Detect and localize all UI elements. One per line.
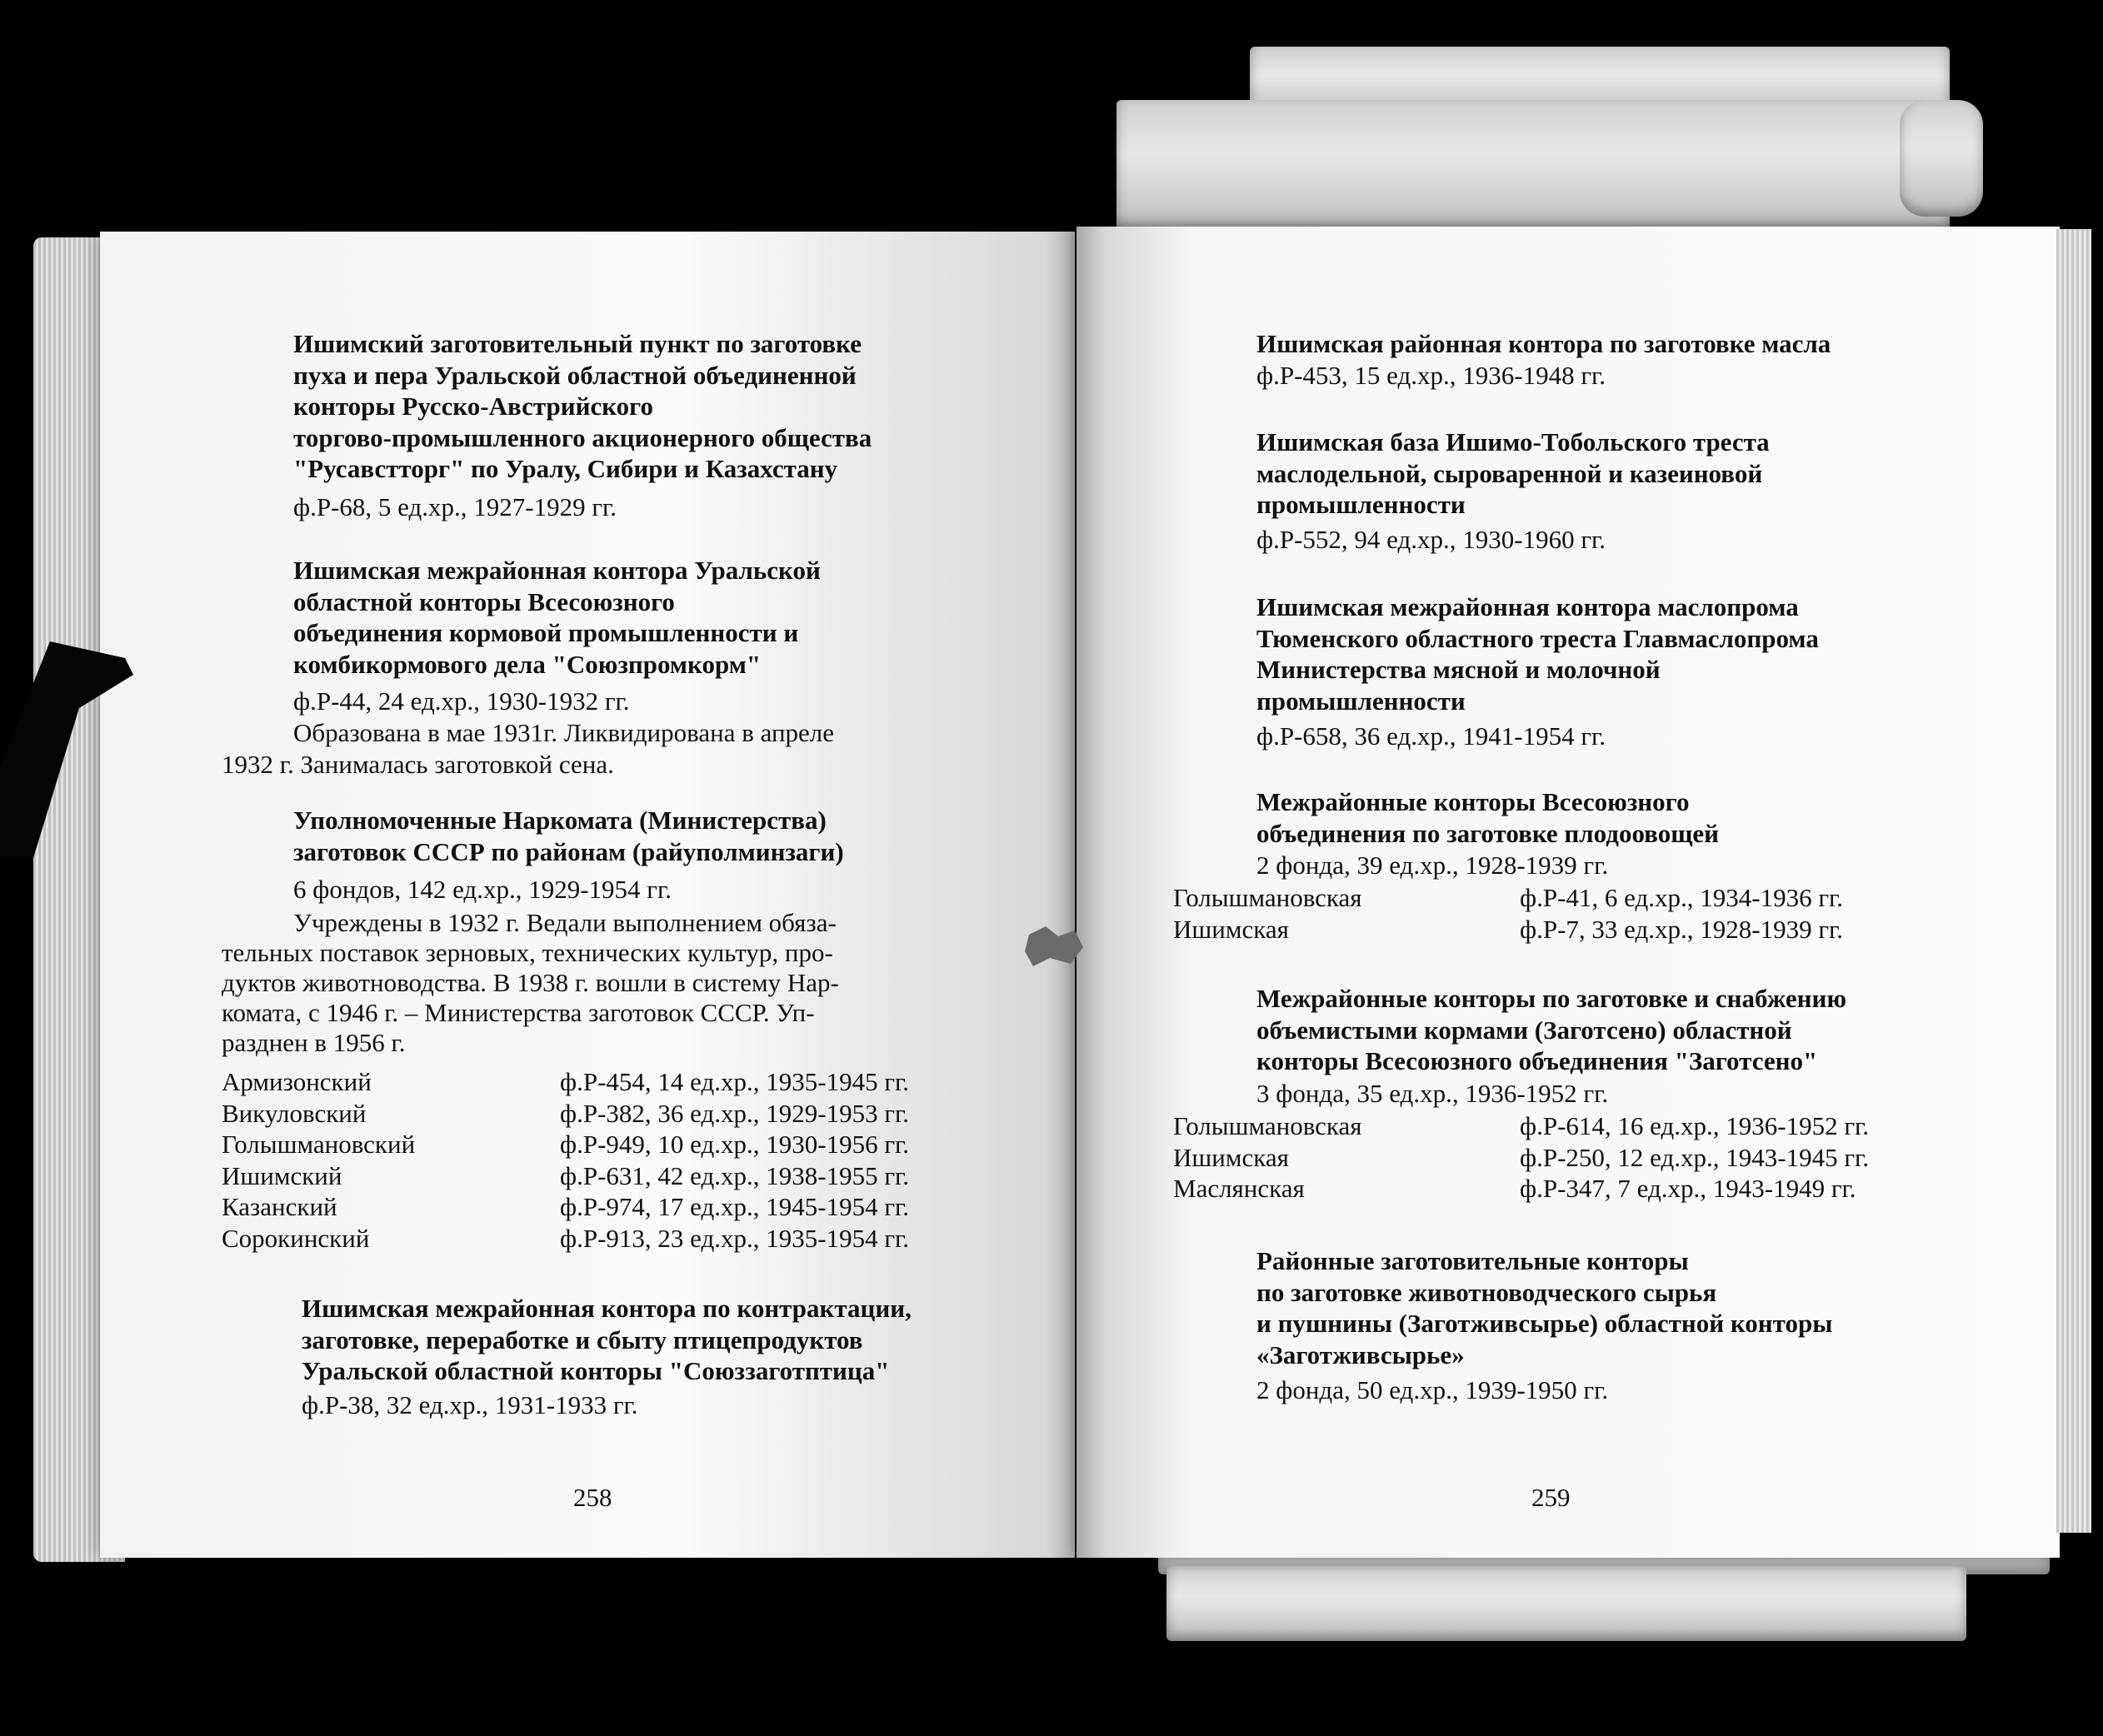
title-line: маслодельной, сыроваренной и казеиновой xyxy=(1256,458,1763,488)
page-number: 259 xyxy=(1531,1483,1571,1512)
desc-line: комата, с 1946 г. – Министерства заготовок СССР. Уп- xyxy=(222,998,815,1027)
title-line: объемистыми кормами (Заготсено) областной xyxy=(1256,1015,1792,1045)
title-line: промышленности xyxy=(1256,490,1466,519)
row-value: ф.Р-454, 14 ед.хр., 1935-1945 гг. xyxy=(560,1067,910,1096)
entry-info: 3 фонда, 35 ед.хр., 1936-1952 гг. xyxy=(1256,1079,1609,1108)
row-name: Голышмановская xyxy=(1173,1111,1362,1140)
row-value: ф.Р-631, 42 ед.хр., 1938-1955 гг. xyxy=(560,1160,910,1190)
row-name: Голышмановская xyxy=(1173,883,1362,912)
title-line: Ишимская база Ишимо-Тобольского треста xyxy=(1256,427,1770,456)
table-row xyxy=(222,1129,975,1160)
desc-line: разднен в 1956 г. xyxy=(222,1028,406,1057)
table-row xyxy=(1173,882,1923,914)
entry-title xyxy=(1256,786,1719,849)
title-line: и пушнины (Заготживсырье) областной конторы xyxy=(1256,1309,1833,1338)
title-line: Ишимская межрайонная контора маслопрома xyxy=(1256,592,1799,621)
title-line: областной конторы Всесоюзного xyxy=(293,586,675,616)
row-value: ф.Р-347, 7 ед.хр., 1943-1949 гг. xyxy=(1520,1174,1856,1203)
cloth-weight-top-lower xyxy=(1116,100,1950,233)
entry-title xyxy=(1256,328,1831,360)
entry-title xyxy=(1256,983,1846,1077)
entry-info: ф.Р-38, 32 ед.хр., 1931-1933 гг. xyxy=(302,1390,638,1419)
entry-description xyxy=(222,908,975,1058)
table-row xyxy=(222,1191,975,1223)
table-row xyxy=(222,1066,975,1098)
title-line: по заготовке животноводческого сырья xyxy=(1256,1277,1717,1307)
entry-info: ф.Р-552, 94 ед.хр., 1930-1960 гг. xyxy=(1256,525,1606,554)
row-value: ф.Р-614, 16 ед.хр., 1936-1952 гг. xyxy=(1520,1111,1870,1140)
entry-info: ф.Р-44, 24 ед.хр., 1930-1932 гг. xyxy=(293,686,630,716)
row-value: ф.Р-382, 36 ед.хр., 1929-1953 гг. xyxy=(560,1098,910,1128)
title-line: Ишимский заготовительный пункт по заготовке xyxy=(293,329,862,358)
entry-description xyxy=(222,717,975,780)
entry-title xyxy=(293,805,844,867)
book-page-edges-right xyxy=(2056,229,2091,1533)
row-name: Ишимская xyxy=(1173,914,1289,944)
title-line: промышленности xyxy=(1256,686,1466,716)
entry-title xyxy=(1256,427,1770,521)
title-line: конторы Русско-Австрийского xyxy=(293,392,653,421)
title-line: заготовок СССР по районам (райуполминзаги) xyxy=(293,836,844,866)
row-value: ф.Р-41, 6 ед.хр., 1934-1936 гг. xyxy=(1520,883,1844,912)
row-value: ф.Р-913, 23 ед.хр., 1935-1954 гг. xyxy=(560,1223,910,1253)
title-line: "Русавстторг" по Уралу, Сибири и Казахстану xyxy=(293,454,838,483)
title-line: Министерства мясной и молочной xyxy=(1256,655,1661,684)
row-value: ф.Р-974, 17 ед.хр., 1945-1954 гг. xyxy=(560,1192,910,1221)
title-line: Ишимская межрайонная контора по контрактации, xyxy=(302,1294,912,1323)
entry-title xyxy=(1256,591,1819,716)
title-line: Ишимская районная контора по заготовке масла xyxy=(1256,329,1831,358)
row-name: Маслянская xyxy=(1173,1174,1305,1203)
row-name: Казанский xyxy=(222,1192,337,1221)
title-line: Тюменского областного треста Главмаслопрома xyxy=(1256,623,1819,653)
table-row xyxy=(222,1098,975,1130)
title-line: объединения кормовой промышленности и xyxy=(293,618,799,647)
cloth-weight-bottom-lower xyxy=(1166,1566,1966,1641)
entry-title xyxy=(293,328,872,485)
row-value: ф.Р-949, 10 ед.хр., 1930-1956 гг. xyxy=(560,1130,910,1159)
title-line: конторы Всесоюзного объединения "Заготсено" xyxy=(1256,1046,1818,1075)
desc-line xyxy=(222,717,975,749)
table-row xyxy=(222,1160,975,1192)
title-line: объединения по заготовке плодоовощей xyxy=(1256,818,1720,848)
table-row xyxy=(1173,1173,1923,1205)
desc-text: Образована в мае 1931г. Ликвидирована в апреле xyxy=(293,718,835,747)
row-name: Викуловский xyxy=(222,1098,367,1128)
desc-line: 1932 г. Занималась заготовкой сена. xyxy=(222,749,614,779)
row-name: Ишимская xyxy=(1173,1142,1289,1172)
table-row xyxy=(222,1223,975,1255)
table-row xyxy=(1173,914,1923,945)
bookmark-ribbon xyxy=(0,641,133,858)
title-line: торгово-промышленного акционерного общества xyxy=(293,422,872,452)
fund-table xyxy=(222,1066,975,1254)
entry-info: 2 фонда, 50 ед.хр., 1939-1950 гг. xyxy=(1256,1375,1609,1404)
row-name: Сорокинский xyxy=(222,1223,370,1253)
entry-info: 6 фондов, 142 ед.хр., 1929-1954 гг. xyxy=(293,875,672,904)
paper-tear-mark xyxy=(1025,926,1083,968)
title-line: Межрайонные конторы по заготовке и снабжению xyxy=(1256,984,1847,1013)
title-line: Уполномоченные Наркомата (Министерства) xyxy=(293,806,827,835)
desc-line: тельных поставок зерновых, технических культур, про- xyxy=(222,938,833,967)
entry-info: ф.Р-453, 15 ед.хр., 1936-1948 гг. xyxy=(1256,361,1606,390)
title-line: заготовке, переработке и сбыту птицепродуктов xyxy=(302,1324,863,1354)
row-name: Голышмановский xyxy=(222,1130,416,1159)
entry-info: ф.Р-658, 36 ед.хр., 1941-1954 гг. xyxy=(1256,721,1606,751)
title-line: Уральской областной конторы "Союззаготптица" xyxy=(302,1356,890,1385)
entry-info: ф.Р-68, 5 ед.хр., 1927-1929 гг. xyxy=(293,492,617,521)
title-line: пуха и пера Уральской областной объединенной xyxy=(293,360,857,390)
entry-title xyxy=(1256,1245,1832,1370)
entry-title xyxy=(302,1293,912,1387)
desc-line: Учреждены в 1932 г. Ведали выполнением обяза- xyxy=(293,908,837,937)
title-line: Районные заготовительные конторы xyxy=(1256,1246,1689,1275)
fund-table xyxy=(1173,1110,1923,1205)
row-name: Ишимский xyxy=(222,1160,342,1190)
entry-info: 2 фонда, 39 ед.хр., 1928-1939 гг. xyxy=(1256,851,1609,880)
row-value: ф.Р-250, 12 ед.хр., 1943-1945 гг. xyxy=(1520,1142,1870,1172)
title-line: «Заготживсырье» xyxy=(1256,1339,1465,1369)
title-line: Ишимская межрайонная контора Уральской xyxy=(293,556,821,585)
desc-line: дуктов животноводства. В 1938 г. вошли в систему Нар- xyxy=(222,968,839,997)
fund-table xyxy=(1173,882,1923,945)
cloth-weight-top-right xyxy=(1900,100,1983,217)
table-row xyxy=(1173,1110,1923,1142)
title-line: комбикормового дела "Союзпромкорм" xyxy=(293,649,762,679)
row-name: Армизонский xyxy=(222,1067,372,1096)
table-row xyxy=(1173,1142,1923,1174)
entry-title xyxy=(293,555,821,680)
page-number: 258 xyxy=(573,1483,612,1512)
title-line: Межрайонные конторы Всесоюзного xyxy=(1256,787,1690,816)
row-value: ф.Р-7, 33 ед.хр., 1928-1939 гг. xyxy=(1520,914,1844,944)
